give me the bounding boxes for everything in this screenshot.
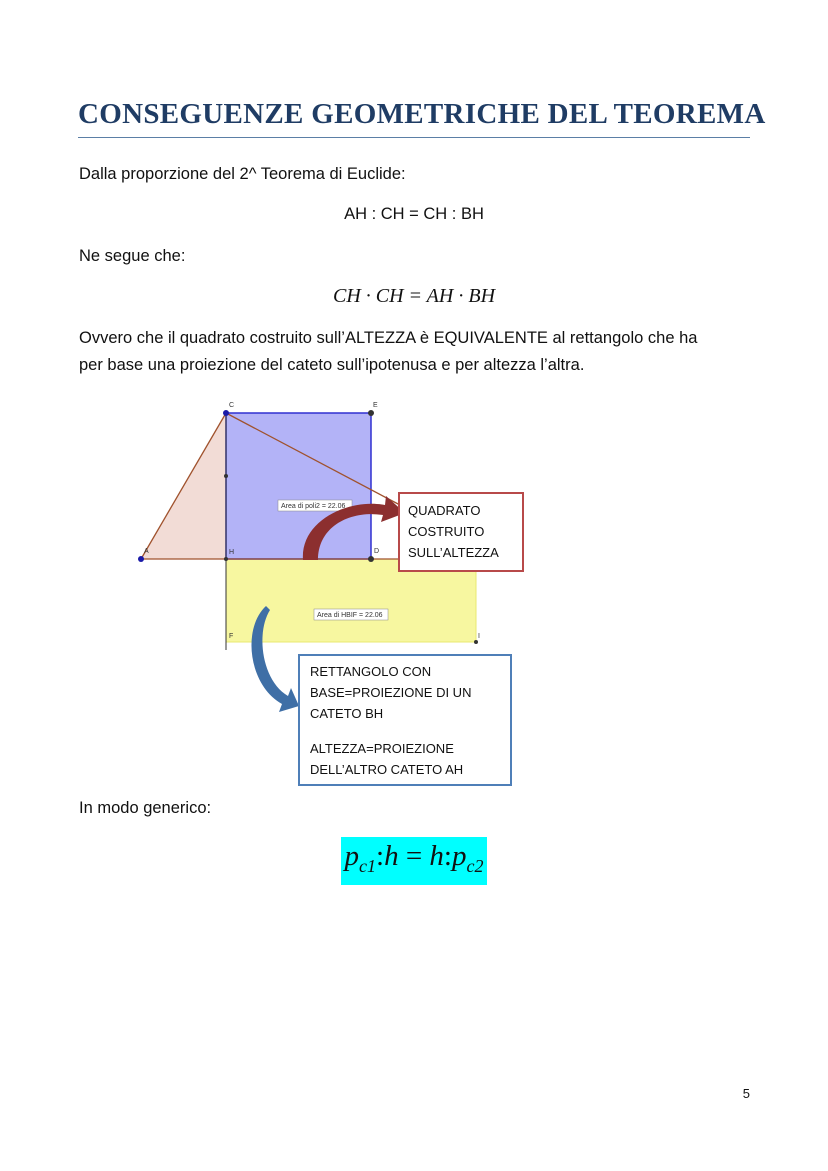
page-number: 5 — [742, 1086, 750, 1101]
point-i — [474, 640, 478, 644]
page-title: CONSEGUENZE GEOMETRICHE DEL TEOREMA — [78, 98, 750, 138]
generic-label: In modo generico: — [79, 799, 212, 817]
generic-equation-wrap — [0, 837, 828, 885]
label-h: H — [229, 549, 235, 556]
label-i: I — [478, 633, 480, 640]
rect-area-label: Area di HBIF = 22.06 — [317, 612, 383, 619]
label-c: C — [229, 402, 235, 409]
label-d: D — [374, 548, 380, 555]
point-d — [368, 556, 374, 562]
square-area-label: Area di poli2 = 22.06 — [281, 503, 346, 510]
point-a — [138, 556, 144, 562]
consequence-label: Ne segue che: — [79, 247, 186, 265]
proportion-equation: AH : CH = CH : BH — [344, 205, 484, 223]
square-callout: QUADRATO COSTRUITO SULL’ALTEZZA — [398, 492, 524, 572]
intro-text: Dalla proporzione del 2^ Teorema di Euclide: — [79, 165, 406, 183]
point-mid — [224, 474, 228, 478]
label-a: A — [144, 548, 149, 555]
rectangle-callout: RETTANGOLO CON BASE=PROIEZIONE DI UN CATETO BH ALTEZZA=PROIEZIONE DELL’ALTRO CATETO AH — [298, 654, 512, 786]
label-e: E — [373, 402, 378, 409]
generic-equation: $p_{c1}:h$ = $h:p_{c2}$ — [341, 837, 488, 885]
point-e — [368, 410, 374, 416]
product-equation: CH · CH = AH · BH — [332, 285, 496, 307]
point-h — [224, 557, 228, 561]
square-altitude — [226, 413, 371, 559]
explanation-line-1: Ovvero che il quadrato costruito sull’ALTEZZA è EQUIVALENTE al rettangolo che ha — [79, 329, 698, 347]
label-f: F — [229, 633, 234, 640]
point-c — [223, 410, 229, 416]
explanation-line-2: per base una proiezione del cateto sull’ipotenusa e per altezza l’altra. — [79, 356, 585, 374]
